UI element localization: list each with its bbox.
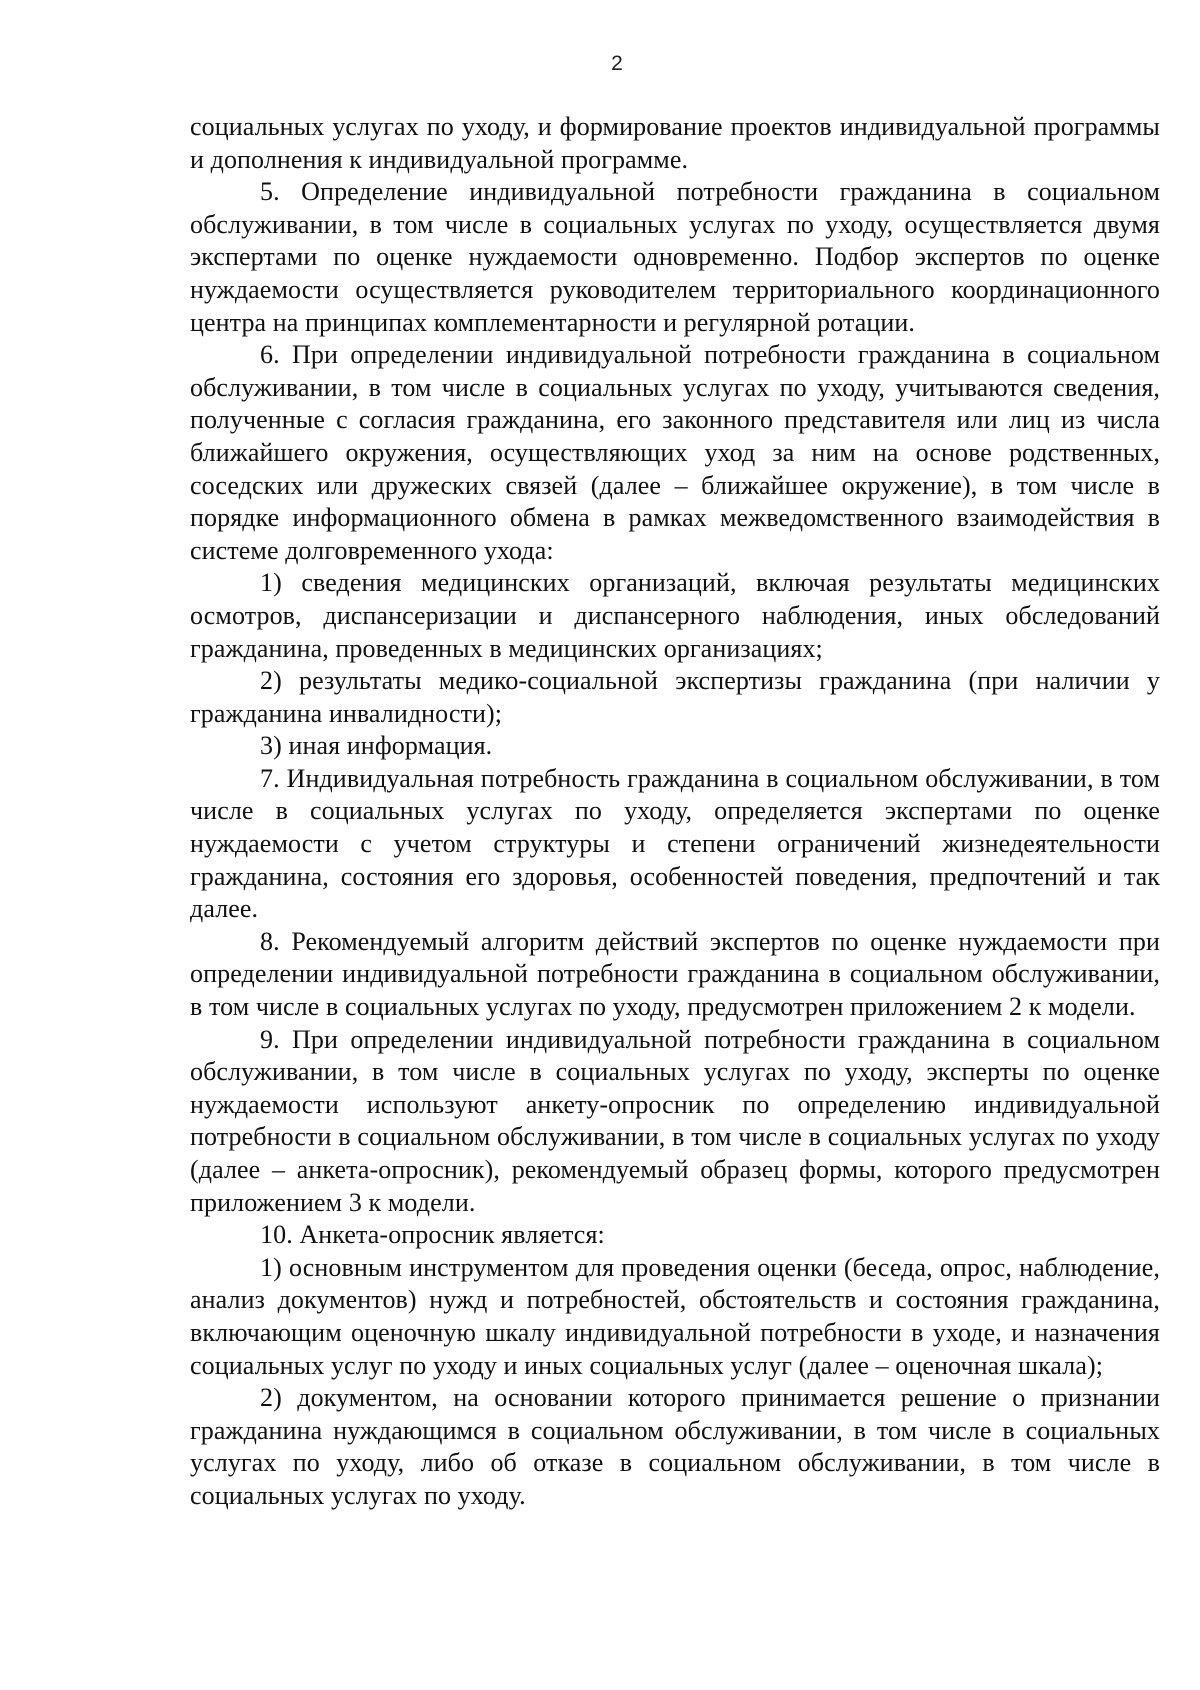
paragraph-10-item-2: 2) документом, на основании которого принимается решение о признании гражданина нуждающимся в социальном обслуживании, в том числе в социальных услугах по уходу, либо об отказе в социальном обслуживании, в том числе в социальных услугах по уходу. (190, 1383, 1160, 1510)
paragraph-continuation: социальных услугах по уходу, и формирование проектов индивидуальной программы и дополнения к индивидуальной программе. (190, 112, 1160, 174)
document-body (190, 111, 1160, 1513)
paragraph-9: 9. При определении индивидуальной потребности гражданина в социальном обслуживании, в том числе в социальных услугах по уходу, эксперты по оценке нуждаемости используют анкету-опросник по определению индивидуальной потребности в социальном обслуживании, в том числе в социальных услугах по уходу (далее – анкета-опросник), рекомендуемый образец формы, которого предусмотрен приложением 3 к модели. (190, 1024, 1160, 1217)
page-number: 2 (611, 52, 623, 75)
paragraph-7: 7. Индивидуальная потребность гражданина в социальном обслуживании, в том числе в социальных услугах по уходу, определяется экспертами по оценке нуждаемости с учетом структуры и степени ограничений жизнедеятельности гражданина, состояния его здоровья, особенностей поведения, предпочтений и так далее. (190, 763, 1160, 924)
paragraph-10: 10. Анкета-опросник является: (260, 1220, 605, 1250)
paragraph-5: 5. Определение индивидуальной потребности гражданина в социальном обслуживании, в том числе в социальных услугах по уходу, осуществляется двумя экспертами по оценке нуждаемости одновременно. Подбор экспертов по оценке нуждаемости осуществляется руководителем территориального координационного центра на принципах комплементарности и регулярной ротации. (190, 177, 1160, 337)
paragraph-6-item-1: 1) сведения медицинских организаций, включая результаты медицинских осмотров, диспансеризации и диспансерного наблюдения, иных обследований гражданина, проведенных в медицинских организациях; (190, 568, 1160, 663)
paragraph-6: 6. При определении индивидуальной потребности гражданина в социальном обслуживании, в том числе в социальных услугах по уходу, учитываются сведения, полученные с согласия гражданина, его законного представителя или лиц из числа ближайшего окружения, осуществляющих уход за ним на основе родственных, соседских или дружеских связей (далее – ближайшее окружение), в том числе в порядке информационного обмена в рамках межведомственного взаимодействия в системе долговременного ухода: (190, 340, 1160, 565)
paragraph-10-item-1: 1) основным инструментом для проведения оценки (беседа, опрос, наблюдение, анализ документов) нужд и потребностей, обстоятельств и состояния гражданина, включающим оценочную шкалу индивидуальной потребности в уходе, и назначения социальных услуг по уходу и иных социальных услуг (далее – оценочная шкала); (190, 1252, 1160, 1380)
paragraph-8: 8. Рекомендуемый алгоритм действий экспертов по оценке нуждаемости при определении индивидуальной потребности гражданина в социальном обслуживании, в том числе в социальных услугах по уходу, предусмотрен приложением 2 к модели. (190, 926, 1160, 1022)
paragraph-6-item-2: 2) результаты медико-социальной экспертизы гражданина (при наличии у гражданина инвалидности); (190, 666, 1160, 728)
paragraph-6-item-3: 3) иная информация. (260, 731, 493, 761)
